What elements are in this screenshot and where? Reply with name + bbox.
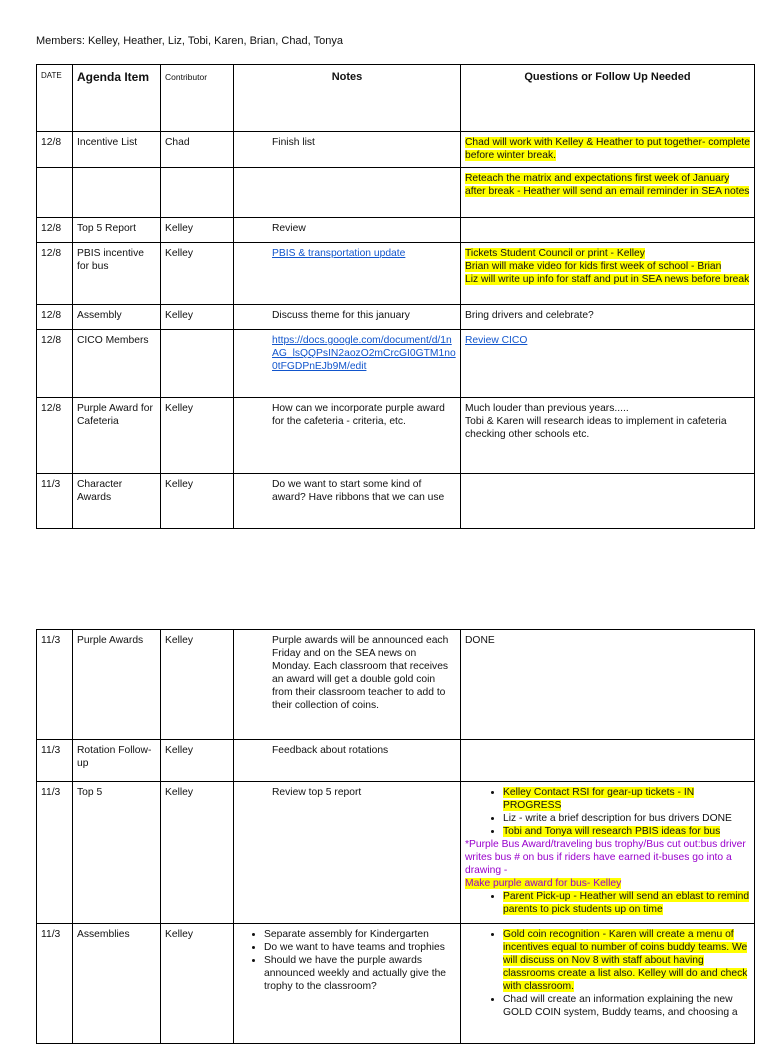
cell-contributor: Chad xyxy=(161,132,234,168)
follow-up-list xyxy=(465,786,750,838)
highlighted-text: Tickets Student Council or print - Kelley xyxy=(465,248,645,259)
cell-questions: Bring drivers and celebrate? xyxy=(461,305,755,330)
cell-item: Top 5 Report xyxy=(73,218,161,243)
cell-questions xyxy=(461,782,755,924)
list-item xyxy=(503,812,750,825)
question-text: Much louder than previous years..... xyxy=(465,403,629,414)
table-row xyxy=(37,398,755,474)
cell-item xyxy=(73,168,161,218)
header-notes: Notes xyxy=(234,65,461,132)
cell-date xyxy=(37,168,73,218)
cell-notes xyxy=(234,330,461,398)
list-item-text: Liz - write a brief description for bus drivers DONE xyxy=(503,813,732,824)
table-row xyxy=(37,330,755,398)
cell-notes: Review top 5 report xyxy=(234,782,461,924)
highlighted-text: Parent Pick-up - Heather will send an eblast to remind parents to pick students up on time xyxy=(503,891,750,915)
cell-item: Assemblies xyxy=(73,924,161,1044)
cell-item: CICO Members xyxy=(73,330,161,398)
cico-doc-link[interactable]: https://docs.google.com/document/d/1nAG_lsQQPsIN2aozO2mCrcGI0GTM1no0tFGDPnEJb9M/edit xyxy=(272,335,456,372)
list-item xyxy=(503,825,750,838)
cell-questions xyxy=(461,168,755,218)
cell-notes: Finish list xyxy=(234,132,461,168)
cell-item: Character Awards xyxy=(73,474,161,529)
table-row xyxy=(37,218,755,243)
table-row xyxy=(37,132,755,168)
cell-notes xyxy=(234,243,461,305)
highlighted-text: Gold coin recognition - Karen will create a menu of incentives equal to number of coins buddy teams. We will discuss on Nov 8 with staff about having classrooms create a list also. Kelley will do and check with classroom. xyxy=(503,929,748,992)
cell-questions xyxy=(461,132,755,168)
list-item xyxy=(503,993,750,1019)
table-row xyxy=(37,305,755,330)
header-questions: Questions or Follow Up Needed xyxy=(461,65,755,132)
cell-date: 12/8 xyxy=(37,218,73,243)
cell-contributor: Kelley xyxy=(161,782,234,924)
cell-item: Top 5 xyxy=(73,782,161,924)
list-item-text: Chad will create an information explaining the new GOLD COIN system, Buddy teams, and choosing a xyxy=(503,994,738,1018)
purple-text: *Purple Bus Award/traveling bus trophy/Bus cut out:bus driver writes bus # on bus if riders have earned it-buses go into a drawing - xyxy=(465,839,746,876)
cell-item: Purple Award for Cafeteria xyxy=(73,398,161,474)
cell-notes: Feedback about rotations xyxy=(234,740,461,782)
cell-notes xyxy=(234,924,461,1044)
cell-date: 12/8 xyxy=(37,305,73,330)
table-row xyxy=(37,782,755,924)
highlighted-text: Reteach the matrix and expectations first week of January after break - Heather will send an email reminder in SEA notes xyxy=(465,173,750,197)
cell-questions xyxy=(461,474,755,529)
cell-questions: DONE xyxy=(461,630,755,740)
cell-contributor: Kelley xyxy=(161,305,234,330)
cell-questions xyxy=(461,330,755,398)
header-contributor: Contributor xyxy=(161,65,234,132)
table-row xyxy=(37,740,755,782)
cell-questions xyxy=(461,243,755,305)
cell-date: 12/8 xyxy=(37,398,73,474)
table-row xyxy=(37,243,755,305)
cell-date: 12/8 xyxy=(37,132,73,168)
list-item xyxy=(503,786,750,812)
cell-questions xyxy=(461,218,755,243)
cell-contributor: Kelley xyxy=(161,243,234,305)
cell-date: 11/3 xyxy=(37,740,73,782)
list-item: • Should we have the purple awards announced weekly and actually give the trophy to the classroom? xyxy=(264,954,456,993)
members-line: Members: Kelley, Heather, Liz, Tobi, Karen, Brian, Chad, Tonya xyxy=(36,35,343,47)
header-date: DATE xyxy=(37,65,73,132)
table-row xyxy=(37,924,755,1044)
cell-notes: Do we want to start some kind of award? Have ribbons that we can use xyxy=(234,474,461,529)
list-item xyxy=(503,890,750,916)
cell-contributor: Kelley xyxy=(161,740,234,782)
highlighted-text: Kelley Contact RSI for gear-up tickets - IN PROGRESS xyxy=(503,787,695,811)
follow-up-list xyxy=(465,928,750,1019)
cell-item: Assembly xyxy=(73,305,161,330)
cell-questions xyxy=(461,924,755,1044)
highlighted-text: Brian will make video for kids first week of school - Brian xyxy=(465,261,722,272)
highlighted-text: Make purple award for bus- Kelley xyxy=(465,878,622,889)
cell-date: 11/3 xyxy=(37,474,73,529)
purple-award-note xyxy=(465,877,750,890)
cell-notes: Discuss theme for this january xyxy=(234,305,461,330)
transportation-update-link[interactable]: PBIS & transportation update xyxy=(272,248,406,259)
cell-contributor: Kelley xyxy=(161,398,234,474)
cell-contributor: Kelley xyxy=(161,924,234,1044)
cell-contributor: Kelley xyxy=(161,474,234,529)
highlighted-text: Liz will write up info for staff and put in SEA news before break xyxy=(465,274,750,285)
cell-notes xyxy=(234,168,461,218)
cell-date: 11/3 xyxy=(37,782,73,924)
highlighted-text: Chad will work with Kelley & Heather to put together- complete before winter break. xyxy=(465,137,751,161)
highlighted-text: Tobi and Tonya will research PBIS ideas for bus xyxy=(503,826,721,837)
cell-item: PBIS incentive for bus xyxy=(73,243,161,305)
agenda-table-2 xyxy=(36,629,755,1044)
cell-item: Incentive List xyxy=(73,132,161,168)
cell-item: Purple Awards xyxy=(73,630,161,740)
cell-date: 11/3 xyxy=(37,924,73,1044)
notes-list xyxy=(238,928,456,993)
list-item xyxy=(503,928,750,993)
cell-contributor: Kelley xyxy=(161,630,234,740)
question-text: Tobi & Karen will research ideas to implement in cafeteria checking other schools etc. xyxy=(465,416,727,440)
header-agenda-item: Agenda Item xyxy=(73,65,161,132)
cell-questions xyxy=(461,398,755,474)
list-item: • Do we want to have teams and trophies xyxy=(264,941,456,954)
header-row xyxy=(37,65,755,132)
cell-date: 12/8 xyxy=(37,243,73,305)
table-row xyxy=(37,474,755,529)
cell-questions xyxy=(461,740,755,782)
agenda-table-1 xyxy=(36,64,755,529)
cell-date: 11/3 xyxy=(37,630,73,740)
cell-item: Rotation Follow-up xyxy=(73,740,161,782)
cell-notes: How can we incorporate purple award for the cafeteria - criteria, etc. xyxy=(234,398,461,474)
cell-notes: Purple awards will be announced each Friday and on the SEA news on Monday. Each classroom that receives an award will get a double gold coin from their classroom teacher to add to their collection of coins. xyxy=(234,630,461,740)
review-cico-link[interactable]: Review CICO xyxy=(465,335,528,346)
cell-contributor: Kelley xyxy=(161,218,234,243)
cell-contributor xyxy=(161,168,234,218)
cell-date: 12/8 xyxy=(37,330,73,398)
cell-notes: Review xyxy=(234,218,461,243)
table-row xyxy=(37,630,755,740)
cell-contributor xyxy=(161,330,234,398)
table-row xyxy=(37,168,755,218)
follow-up-list xyxy=(465,890,750,916)
list-item: • Separate assembly for Kindergarten xyxy=(264,928,456,941)
purple-bus-award-note xyxy=(465,838,750,877)
